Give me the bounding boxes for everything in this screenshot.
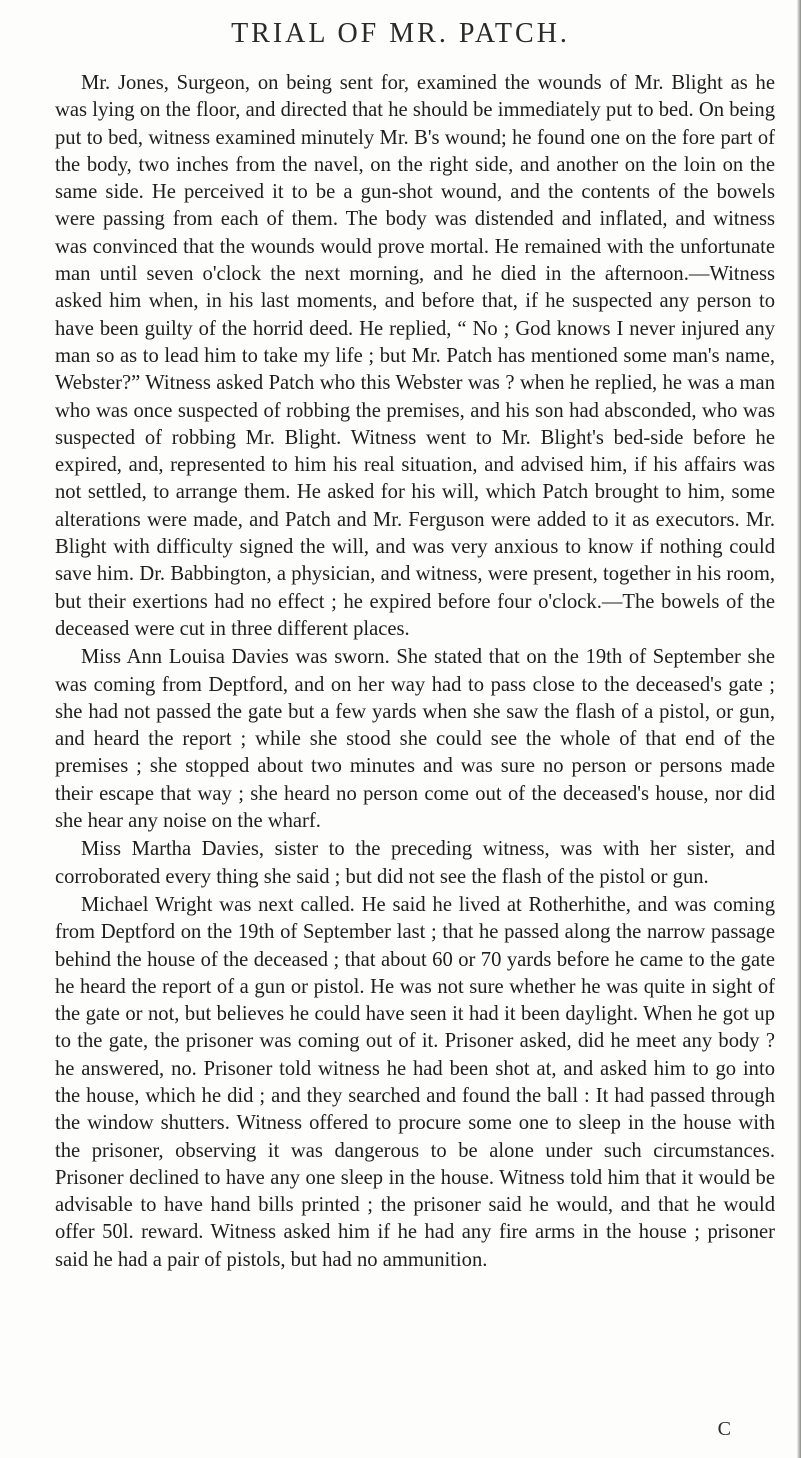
paragraph-jones-testimony: Mr. Jones, Surgeon, on being sent for, examined the wounds of Mr. Blight as he was lying on the floor, and directed that he should be immediately put to bed. On being put to bed, witness examined minutely Mr. B's wound; he found one on the fore part of the body, two inches from the navel, on the right side, and another on the loin on the same side. He perceived it to be a gun-shot wound, and the contents of the bowels were passing from each of them. The body was distended and inflated, and witness was convinced that the wounds would prove mortal. He remained with the unfortunate man until seven o'clock the next morning, and he died in the afternoon.—Witness asked him when, in his last moments, and before that, if he suspected any person to have been guilty of the horrid deed. He replied, “ No ; God knows I never injured any man so as to lead him to take my life ; but Mr. Patch has mentioned some man's name, Webster?” Witness asked Patch who this Webster was ? when he replied, he was a man who was once suspected of robbing the premises, and his son had absconded, who was suspected of robbing Mr. Blight. Witness went to Mr. Blight's bed-side before he expired, and, represented to him his real situation, and advised him, if his affairs was not settled, to arrange them. He asked for his will, which Patch brought to him, some alterations were made, and Patch and Mr. Ferguson were added to it as executors. Mr. Blight with difficulty signed the will, and was very anxious to know if nothing could save him. Dr. Babbington, a physician, and witness, were present, together in his room, but their exertions had no effect ; he expired before four o'clock.—The bowels of the deceased were cut in three different places.: [55, 72, 775, 640]
paragraph-martha-davies: Miss Martha Davies, sister to the preceding witness, was with her sister, and corroborated every thing she said ; but did not see the flash of the pistol or gun.: [55, 838, 775, 888]
running-title: TRIAL OF MR. PATCH.: [231, 18, 570, 49]
text-column: [55, 70, 775, 1274]
page-edge: [797, 0, 801, 1458]
paragraph-michael-wright: Michael Wright was next called. He said he lived at Rotherhithe, and was coming from Deptford on the 19th of September last ; that he passed along the narrow passage behind the house of the deceased ; that about 60 or 70 yards before he came to the gate he heard the report of a gun or pistol. He was not sure whether he was quite in sight of the gate or not, but believes he could have seen it had it been daylight. When he got up to the gate, the prisoner was coming out of it. Prisoner asked, did he meet any body ? he answered, no. Prisoner told witness he had been shot at, and asked him to go into the house, which he did ; and they searched and found the ball : It had passed through the window shutters. Witness offered to procure some one to sleep in the house with the prisoner, observing it was dangerous to be alone under such circumstances. Prisoner declined to have any one sleep in the house. Witness told him that it would be advisable to have hand bills printed ; the prisoner said he would, and that he would offer 50l. reward. Witness asked him if he had any fire arms in the house ; prisoner said he had a pair of pistols, but had no ammunition.: [55, 893, 775, 1271]
signature-mark: C: [717, 1418, 731, 1440]
paragraph-ann-louisa-davies: Miss Ann Louisa Davies was sworn. She stated that on the 19th of September she was coming from Deptford, and on her way had to pass close to the deceased's gate ; she had not passed the gate but a few yards when she saw the flash of a pistol, or gun, and heard the report ; while she stood she could see the whole of that end of the premises ; she stopped about two minutes and was sure no person or persons made their escape that way ; she heard no person come out of the deceased's house, nor did she hear any noise on the wharf.: [55, 646, 775, 833]
